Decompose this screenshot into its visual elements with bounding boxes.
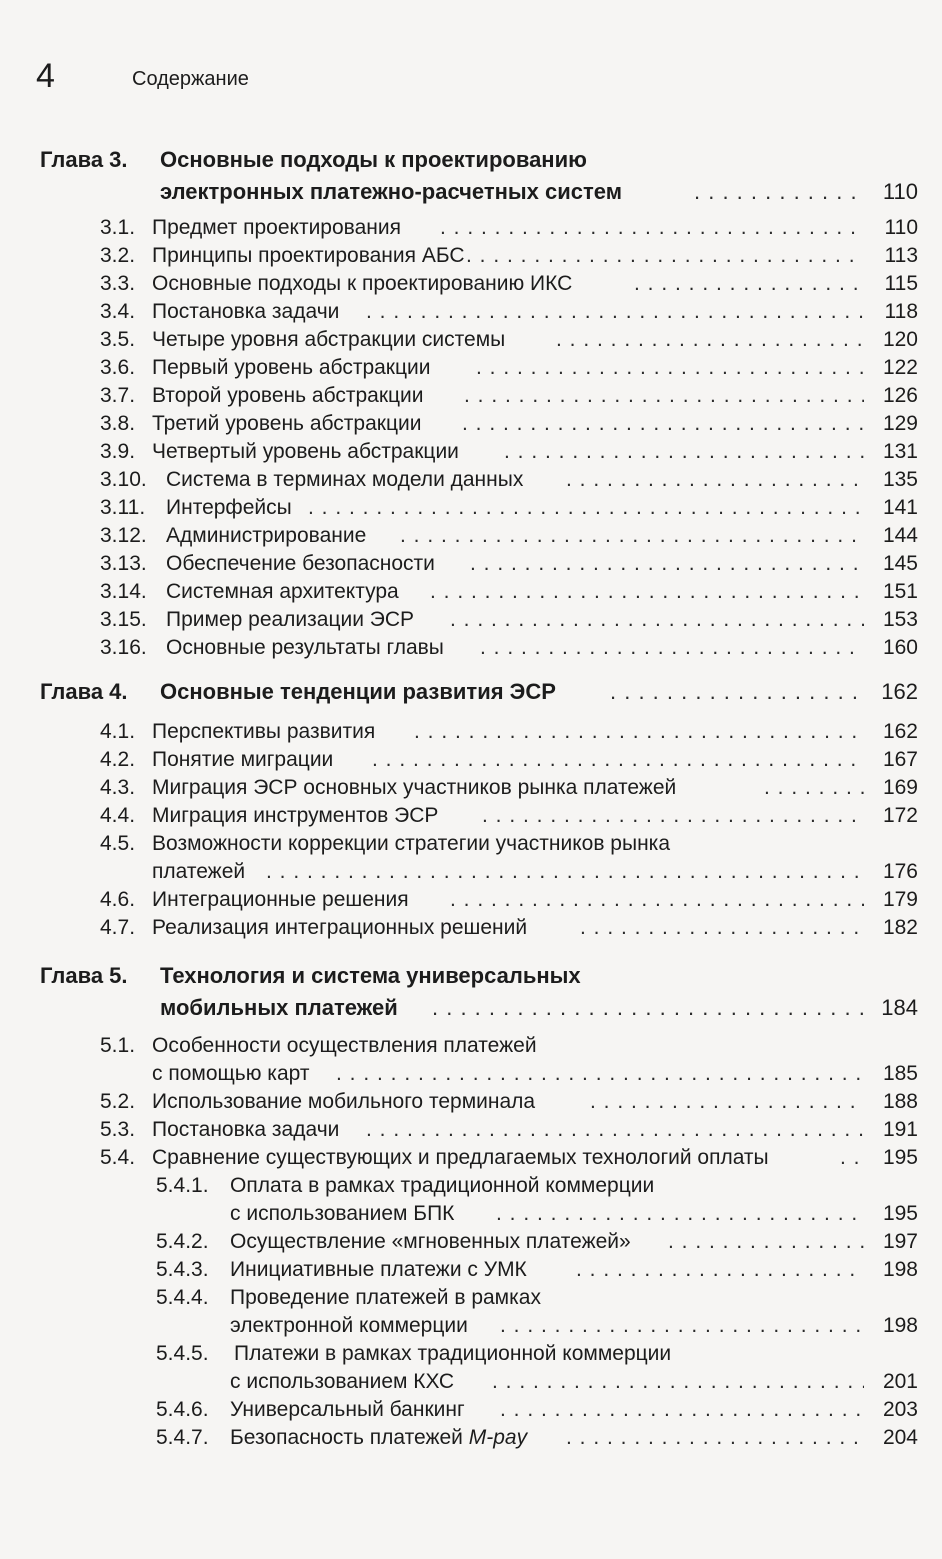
dot-leader <box>308 494 864 522</box>
dot-leader <box>466 242 864 270</box>
section-title: Четвертый уровень абстракции <box>152 440 459 463</box>
dot-leader <box>566 1424 864 1452</box>
dot-leader <box>566 466 864 494</box>
dot-leader <box>462 410 864 438</box>
section-title: Постановка задачи <box>152 1118 340 1141</box>
section-title: Основные результаты главы <box>166 636 444 659</box>
page-reference: 179 <box>882 888 918 911</box>
section-title: Второй уровень абстракции <box>152 384 424 407</box>
subsection-title: Осуществление «мгновенных платежей» <box>230 1230 631 1253</box>
dot-leader <box>610 678 864 706</box>
subsection-number: 5.4.7. <box>156 1426 209 1449</box>
section-number: 3.1. <box>100 216 136 239</box>
page-reference: 160 <box>882 636 918 659</box>
section-title: Реализация интеграционных решений <box>152 916 528 939</box>
subsection-title-line1: Оплата в рамках традиционной коммерции <box>230 1174 655 1197</box>
section-number: 3.12. <box>100 524 147 547</box>
section-number: 3.6. <box>100 356 136 379</box>
dot-leader <box>496 1200 864 1228</box>
section-number: 5.2. <box>100 1090 136 1113</box>
subsection-number: 5.4.6. <box>156 1398 209 1421</box>
dot-leader <box>576 1256 864 1284</box>
page-reference: 176 <box>882 860 918 883</box>
section-title-line1: Особенности осуществления платежей <box>152 1034 537 1057</box>
section-title: Обеспечение безопасности <box>166 552 435 575</box>
page-reference: 167 <box>882 748 918 771</box>
dot-leader <box>476 354 864 382</box>
section-title-line2: с помощью карт <box>152 1062 310 1085</box>
page-reference: 195 <box>882 1202 918 1225</box>
dot-leader <box>492 1368 864 1396</box>
dot-leader <box>694 178 862 206</box>
dot-leader <box>470 550 864 578</box>
chapter-title: Основные тенденции развития ЭСР <box>160 679 556 704</box>
dot-leader <box>266 858 864 886</box>
subsection-title: Универсальный банкинг <box>230 1398 465 1421</box>
dot-leader <box>590 1088 864 1116</box>
page-reference: 131 <box>882 440 918 463</box>
section-number: 4.7. <box>100 916 136 939</box>
page-reference: 129 <box>882 412 918 435</box>
dot-leader <box>480 634 864 662</box>
page-reference: 191 <box>882 1118 918 1141</box>
dot-leader <box>500 1312 864 1340</box>
page-reference: 151 <box>882 580 918 603</box>
page-reference: 110 <box>882 179 918 204</box>
chapter-number: Глава 3. <box>40 147 128 172</box>
page-reference: 172 <box>882 804 918 827</box>
page-reference: 115 <box>884 272 918 295</box>
page-reference: 145 <box>882 552 918 575</box>
page-reference: 122 <box>882 356 918 379</box>
section-title-line1: Возможности коррекции стратегии участников рынка <box>152 832 671 855</box>
section-title: Предмет проектирования <box>152 216 401 239</box>
section-title: Использование мобильного терминала <box>152 1090 536 1113</box>
section-number: 4.5. <box>100 832 136 855</box>
subsection-title-line1: Проведение платежей в рамках <box>230 1286 541 1309</box>
section-title: Интеграционные решения <box>152 888 409 911</box>
page-reference: 110 <box>884 216 918 239</box>
dot-leader <box>634 270 864 298</box>
subsection-title-italic: M-pay <box>468 1426 528 1449</box>
dot-leader <box>580 914 864 942</box>
dot-leader <box>432 994 864 1022</box>
page-reference: 126 <box>882 384 918 407</box>
dot-leader <box>500 1396 864 1424</box>
dot-leader <box>668 1228 864 1256</box>
subsection-number: 5.4.5. <box>156 1342 209 1365</box>
page-reference: 113 <box>884 244 918 267</box>
section-title: Сравнение существующих и предлагаемых технологий оплаты <box>152 1146 769 1169</box>
subsection-title-line2: с использованием КХС <box>230 1370 455 1393</box>
section-title: Миграция ЭСР основных участников рынка платежей <box>152 776 677 799</box>
page-reference: 144 <box>882 524 918 547</box>
section-title-line2: платежей <box>152 860 246 883</box>
section-number: 3.10. <box>100 468 147 491</box>
page-reference: 204 <box>882 1426 918 1449</box>
chapter-number: Глава 5. <box>40 963 128 988</box>
section-title: Миграция инструментов ЭСР <box>152 804 439 827</box>
subsection-number: 5.4.4. <box>156 1286 209 1309</box>
subsection-number: 5.4.1. <box>156 1174 209 1197</box>
section-number: 4.4. <box>100 804 136 827</box>
dot-leader <box>366 298 864 326</box>
dot-leader <box>400 522 864 550</box>
section-title: Принципы проектирования АБС <box>152 244 465 267</box>
section-number: 3.5. <box>100 328 136 351</box>
dot-leader <box>504 438 864 466</box>
subsection-title-line2: с использованием БПК <box>230 1202 455 1225</box>
section-number: 3.16. <box>100 636 147 659</box>
page-reference: 141 <box>882 496 918 519</box>
section-title: Интерфейсы <box>166 496 292 519</box>
dot-leader <box>414 718 864 746</box>
section-title: Администрирование <box>166 524 367 547</box>
dot-leader <box>440 214 864 242</box>
section-number: 5.3. <box>100 1118 136 1141</box>
dot-leader <box>764 774 864 802</box>
subsection-title-text: Безопасность платежей <box>230 1426 463 1449</box>
section-title: Понятие миграции <box>152 748 334 771</box>
page-reference: 184 <box>881 995 918 1020</box>
section-number: 4.3. <box>100 776 136 799</box>
dot-leader <box>450 886 864 914</box>
section-number: 3.9. <box>100 440 136 463</box>
page-reference: 120 <box>882 328 918 351</box>
dot-leader <box>336 1060 864 1088</box>
chapter-title-line1: Основные подходы к проектированию <box>160 147 587 172</box>
section-title: Третий уровень абстракции <box>152 412 422 435</box>
dot-leader <box>464 382 864 410</box>
chapter-title-line1: Технология и система универсальных <box>160 963 581 988</box>
subsection-title-line2: электронной коммерции <box>230 1314 468 1337</box>
section-title: Системная архитектура <box>166 580 399 603</box>
page-reference: 185 <box>882 1062 918 1085</box>
subsection-number: 5.4.3. <box>156 1258 209 1281</box>
page-reference: 201 <box>882 1370 918 1393</box>
section-number: 4.6. <box>100 888 136 911</box>
subsection-number: 5.4.2. <box>156 1230 209 1253</box>
section-title: Перспективы развития <box>152 720 376 743</box>
running-title: Содержание <box>132 68 249 90</box>
page-reference: 162 <box>881 679 918 704</box>
section-number: 3.3. <box>100 272 136 295</box>
section-number: 3.14. <box>100 580 147 603</box>
section-number: 3.15. <box>100 608 147 631</box>
section-title: Четыре уровня абстракции системы <box>152 328 506 351</box>
page-reference: 198 <box>882 1258 918 1281</box>
dot-leader <box>556 326 864 354</box>
section-title: Основные подходы к проектированию ИКС <box>152 272 573 295</box>
dot-leader <box>430 578 864 606</box>
dot-leader <box>366 1116 864 1144</box>
page-reference: 203 <box>882 1398 918 1421</box>
page-reference: 118 <box>884 300 918 323</box>
section-number: 3.11. <box>100 496 146 519</box>
section-number: 3.13. <box>100 552 147 575</box>
section-number: 4.2. <box>100 748 136 771</box>
page-reference: 188 <box>882 1090 918 1113</box>
chapter-title-line2: электронных платежно-расчетных систем <box>160 179 623 204</box>
page-reference: 197 <box>882 1230 918 1253</box>
subsection-title <box>230 1424 527 1452</box>
section-title: Постановка задачи <box>152 300 340 323</box>
section-number: 5.4. <box>100 1146 136 1169</box>
chapter-number: Глава 4. <box>40 679 128 704</box>
dot-leader <box>372 746 864 774</box>
section-title: Система в терминах модели данных <box>166 468 524 491</box>
subsection-title: Инициативные платежи с УМК <box>230 1258 527 1281</box>
section-number: 3.4. <box>100 300 136 323</box>
section-number: 4.1. <box>100 720 136 743</box>
page-reference: 182 <box>882 916 918 939</box>
section-title: Пример реализации ЭСР <box>166 608 415 631</box>
chapter-title-line2: мобильных платежей <box>160 995 398 1020</box>
page-reference: 195 <box>882 1146 918 1169</box>
dot-leader <box>840 1144 864 1172</box>
page-reference: 198 <box>882 1314 918 1337</box>
page-reference: 135 <box>882 468 918 491</box>
section-number: 3.8. <box>100 412 136 435</box>
page-reference: 162 <box>882 720 918 743</box>
dot-leader <box>450 606 864 634</box>
page-reference: 153 <box>882 608 918 631</box>
section-number: 5.1. <box>100 1034 136 1057</box>
page-number: 4 <box>36 57 55 95</box>
section-number: 3.7. <box>100 384 136 407</box>
dot-leader <box>482 802 864 830</box>
section-title: Первый уровень абстракции <box>152 356 431 379</box>
section-number: 3.2. <box>100 244 136 267</box>
subsection-title-line1: Платежи в рамках традиционной коммерции <box>234 1342 672 1365</box>
page-reference: 169 <box>882 776 918 799</box>
